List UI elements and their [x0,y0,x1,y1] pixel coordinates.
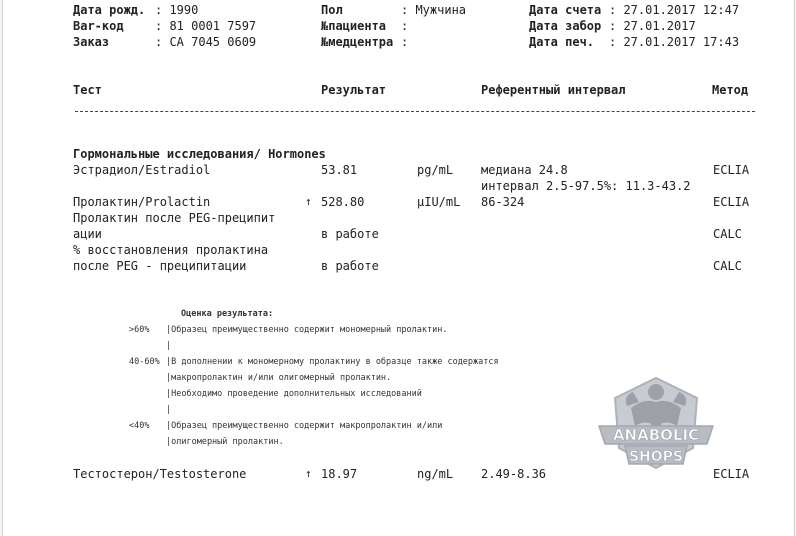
assessment-text-4: |Необходимо проведение дополнительных исследований [166,389,422,399]
assessment-title: Оценка результата: [181,309,274,319]
testosterone-result: 18.97 [321,467,358,481]
birth-date-label: Дата рожд. [73,3,146,17]
order-value: : CA 7045 0609 [155,35,257,49]
assessment-range-2: 40-60% [129,357,160,367]
row-3-name: Пролактин после PEG-преципит [73,211,276,225]
testosterone-unit: ng/mL [417,467,454,481]
column-reference: Референтный интервал [481,83,626,97]
assessment-text-7: |олигомерный пролактин. [166,437,284,447]
row-0-unit: pg/mL [417,163,454,177]
row-2-method: ECLIA [713,195,750,209]
row-2-reference: 86-324 [481,195,525,209]
column-test: Тест [73,83,102,97]
column-method: Метод [712,83,749,97]
row-0-method: ECLIA [713,163,750,177]
assessment-text-3: |макропролактин и/или олигомерный пролактин. [166,373,392,383]
center-number-value: : [401,35,409,49]
order-label: Заказ [73,35,110,49]
row-2-unit: µIU/mL [417,195,461,209]
assessment-text-6: |Образец преимущественно содержит макропролактин и/или [166,421,443,431]
row-4-name: ации [73,227,102,241]
section-title: Гормональные исследования/ Hormones [73,147,326,161]
sample-date-value: : 27.01.2017 [609,19,696,33]
watermark-line2: SHOPS [628,449,684,465]
watermark-line1: ANABOLIC [612,426,700,444]
print-date-value: : 27.01.2017 17:43 [609,35,740,49]
sample-date-label: Дата забор [529,19,602,33]
assessment-text-0: |Образец преимущественно содержит мономерный пролактин. [166,325,448,335]
row-0-result: 53.81 [321,163,358,177]
patient-number-value: : [401,19,409,33]
testosterone-flag-up-arrow: ↑ [305,467,312,480]
assessment-text-5: | [166,405,172,415]
row-0-reference: медиана 24.8 [481,163,568,177]
testosterone-reference: 2.49-8.36 [481,467,547,481]
row-2-result: 528.80 [321,195,365,209]
barcode-label: Bar-код [73,19,124,33]
row-6-name: после PEG - преципитации [73,259,247,273]
invoice-date-value: : 27.01.2017 12:47 [609,3,740,17]
sex-label: Пол [321,3,343,17]
patient-number-label: №пациента [321,19,387,33]
column-result: Результат [321,83,387,97]
birth-date-value: : 1990 [155,3,199,17]
row-0-name: Эстрадиол/Estradiol [73,163,211,177]
row-4-method: CALC [713,227,742,241]
row-1-reference: интервал 2.5-97.5%: 11.3-43.2 [481,179,691,193]
row-2-name: Пролактин/Prolactin [73,195,211,209]
testosterone-method: ECLIA [713,467,750,481]
row-4-result: в работе [321,227,379,241]
row-6-result: в работе [321,259,379,273]
testosterone-name: Тестостерон/Testosterone [73,467,247,481]
assessment-range-6: <40% [129,421,150,431]
assessment-text-2: |В дополнении к мономерному пролактину в образце также содержатся [166,357,499,367]
assessment-text-1: | [166,341,172,351]
print-date-label: Дата печ. [529,35,595,49]
barcode-value: : 81 0001 7597 [155,19,257,33]
center-number-label: №медцентра [321,35,394,49]
row-6-method: CALC [713,259,742,273]
invoice-date-label: Дата счета [529,3,602,17]
anabolic-shops-watermark-logo [595,368,717,476]
sex-value: : Мужчина [401,3,467,17]
assessment-range-0: >60% [129,325,150,335]
header-divider [75,111,755,112]
row-2-flag-up-arrow: ↑ [305,195,312,208]
report-page [2,0,795,536]
row-5-name: % восстановления пролактина [73,243,269,257]
